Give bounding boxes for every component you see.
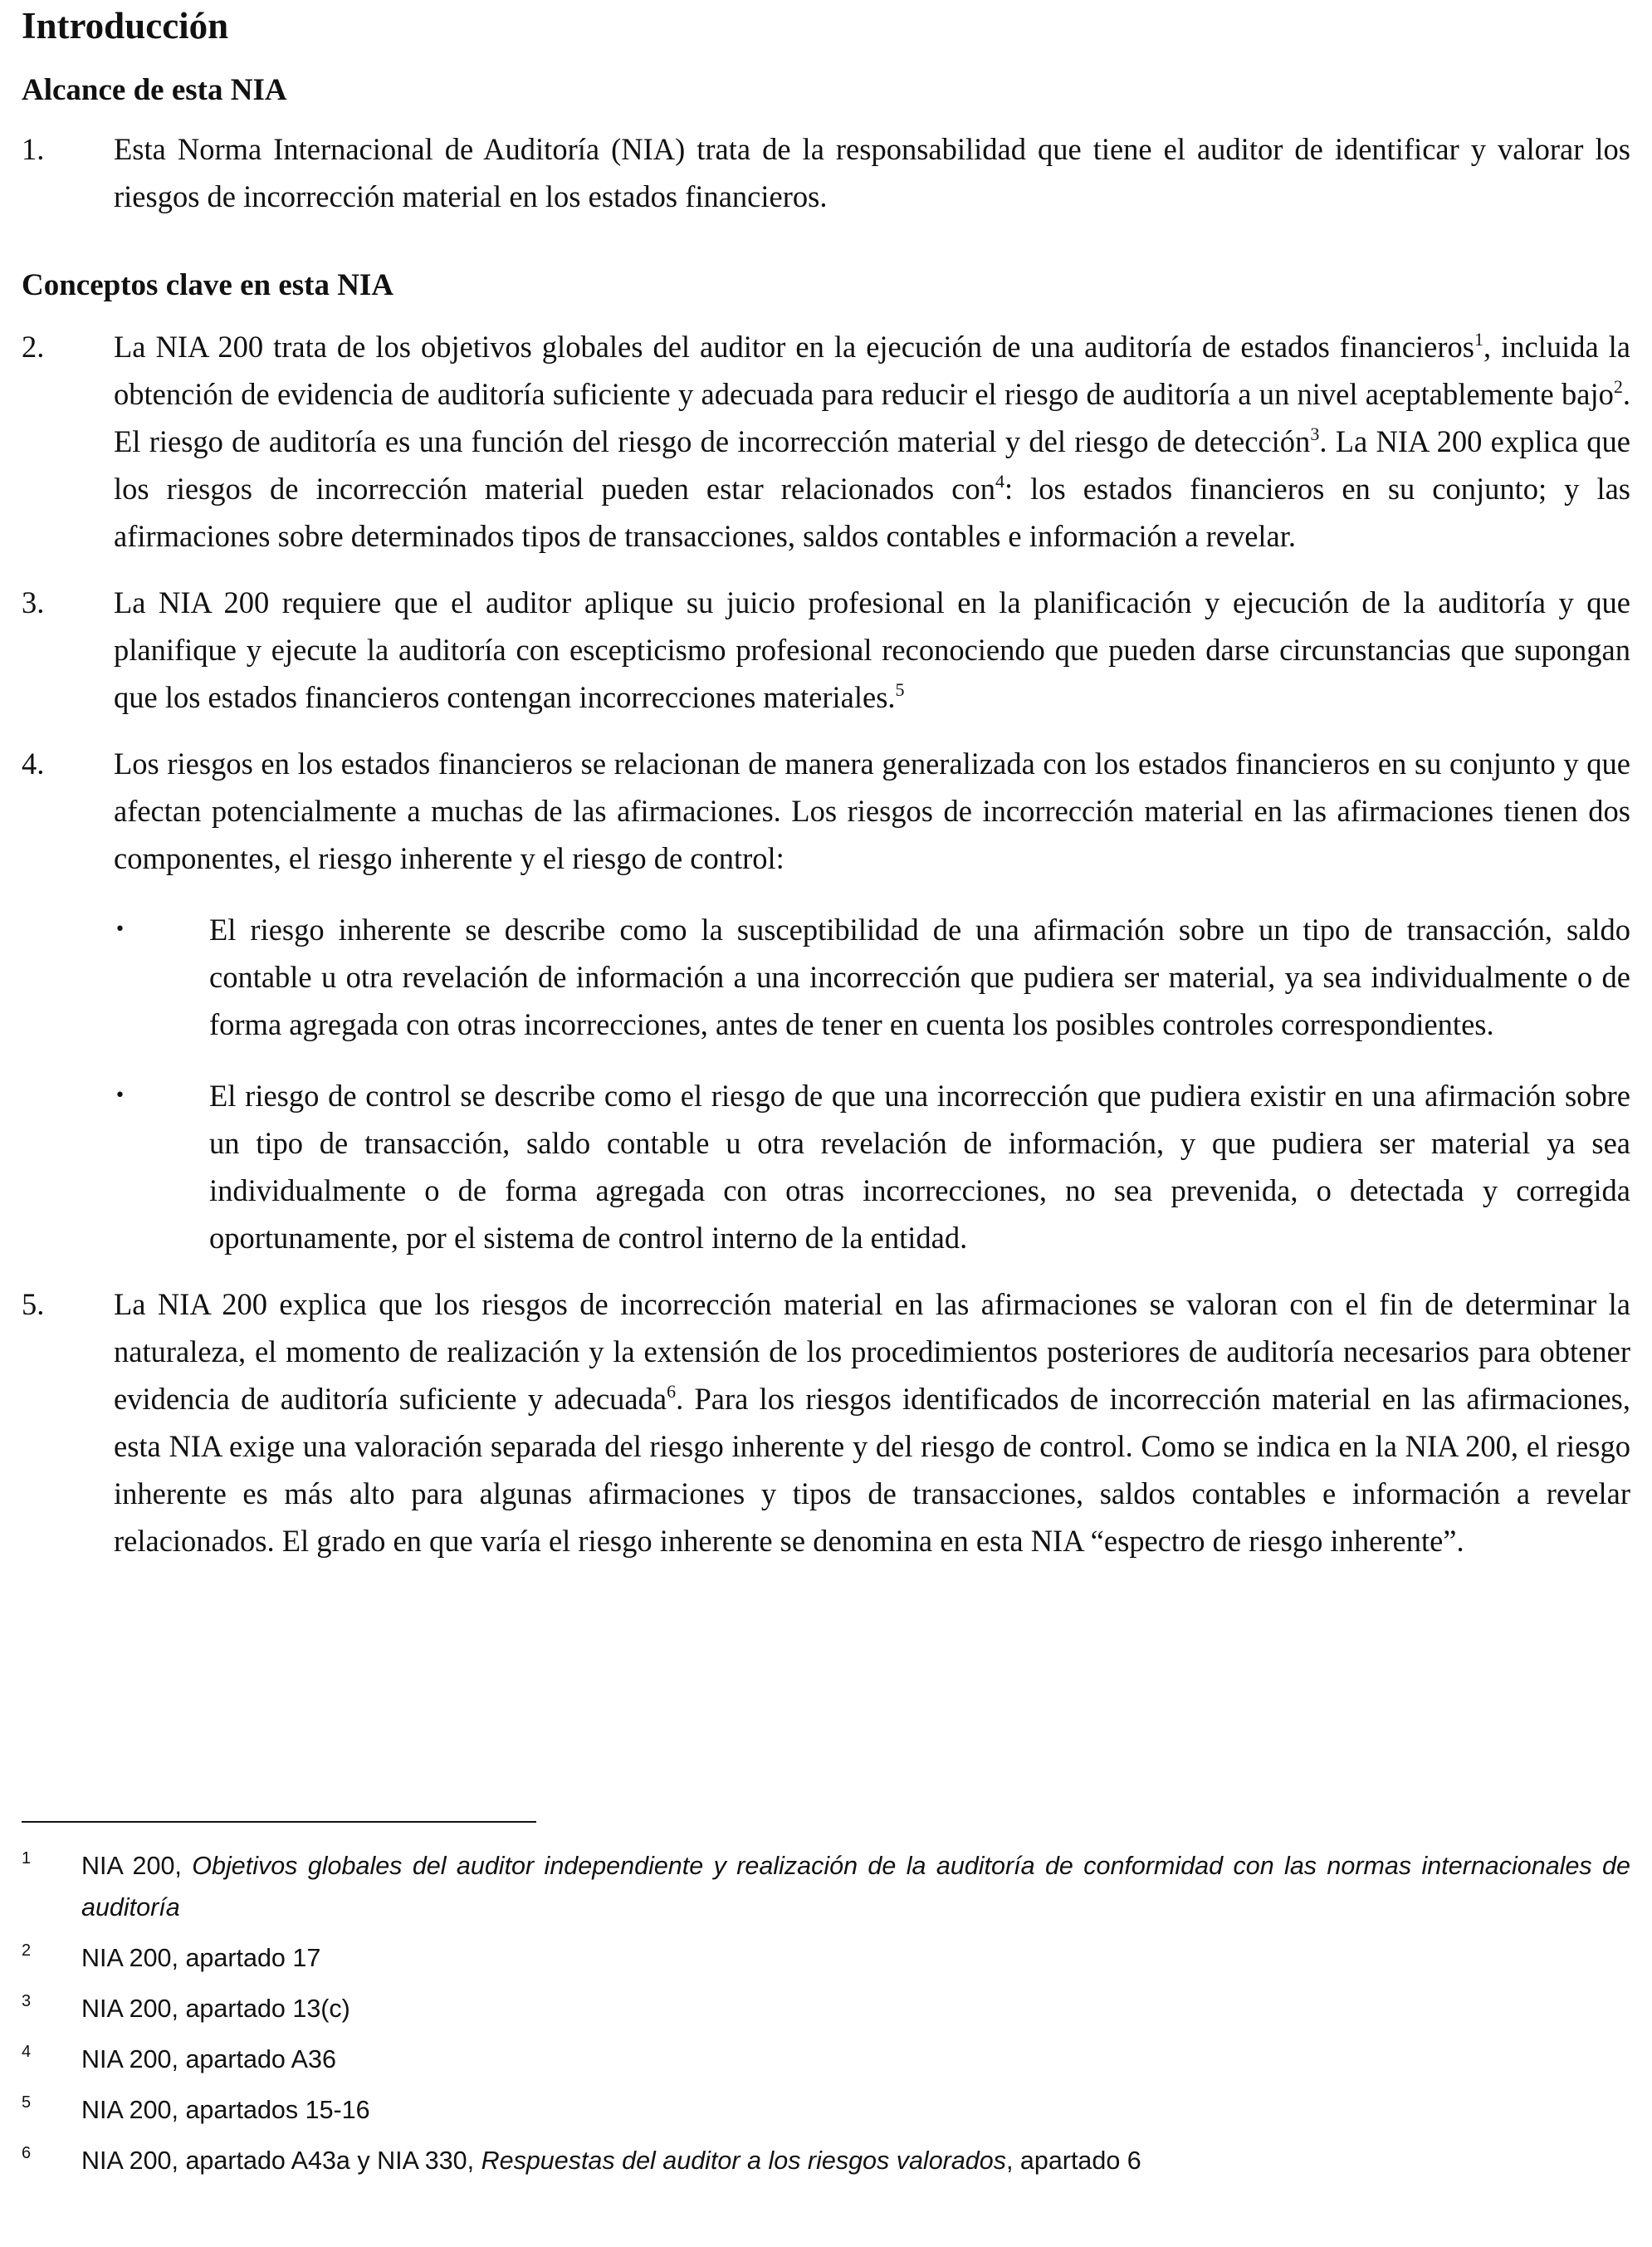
footnote-text: NIA 200, apartado A36: [81, 2045, 336, 2073]
footnote-title: Respuestas del auditor a los riesgos valorados: [481, 2147, 1006, 2175]
footnotes-section: [22, 1845, 1630, 2191]
footnote-1: [22, 1845, 1630, 1928]
footnote-ref[interactable]: 4: [995, 471, 1004, 492]
paragraph-number: 5.: [22, 1287, 45, 1321]
page-title: Introducción: [22, 5, 229, 47]
footnote-5: [22, 2089, 1630, 2131]
footnote-6: [22, 2140, 1630, 2181]
section-heading-alcance: Alcance de esta NIA: [22, 73, 287, 107]
paragraph-number: 3.: [22, 585, 45, 619]
bullet-item-riesgo-control: [22, 1072, 1630, 1261]
paragraph-2: [22, 323, 1630, 560]
footnote-ref[interactable]: 2: [1613, 376, 1623, 397]
footnote-number: 6: [22, 2144, 32, 2162]
paragraph-4: [22, 740, 1630, 882]
paragraph-text: La NIA 200 requiere que el auditor aplique su juicio profesional en la planificación y ejecución de la auditoría y que planifique y ejecute la auditoría con escepticismo profesional reconociendo que pueden darse circunstancias que supongan que los estados financieros contengan incorrecciones materiales.: [114, 585, 1630, 714]
footnote-text: NIA 200, apartado 13(c): [81, 1995, 350, 2023]
footnote-title: Objetivos globales del auditor independiente y realización de la auditoría de conformidad con las normas internacionales de auditoría: [81, 1852, 1630, 1921]
paragraph-text: Esta Norma Internacional de Auditoría (NIA) trata de la responsabilidad que tiene el auditor de identificar y valorar los riesgos de incorrección material en los estados financieros.: [114, 132, 1630, 213]
footnote-2: [22, 1937, 1630, 1979]
paragraph-text-part: , incluida la obtención de evidencia de auditoría suficiente y adecuada para reducir el riesgo de auditoría a un nivel aceptablemente bajo: [114, 330, 1631, 411]
paragraph-number: 2.: [22, 330, 45, 364]
bullet-icon: •: [115, 919, 125, 940]
section-heading-conceptos: Conceptos clave en esta NIA: [22, 268, 394, 302]
paragraph-number: 4.: [22, 747, 45, 781]
paragraph-1: [22, 125, 1630, 220]
paragraph-text-part: : los estados financieros en su conjunto; y las afirmaciones sobre determinados tipos de transacciones, saldos contables e información a revelar.: [114, 472, 1630, 553]
paragraph-text-part: . La NIA 200 explica que los riesgos de incorrección material pueden estar relacionados con: [114, 424, 1630, 506]
paragraph-3: [22, 579, 1630, 721]
paragraph-text-part: La NIA 200 explica que los riesgos de incorrección material en las afirmaciones se valoran con el fin de determinar la naturaleza, el momento de realización y la extensión de los procedimientos posteriores de auditoría necesarios para obtener evidencia de auditoría suficiente y adecuada: [114, 1287, 1630, 1416]
footnote-ref[interactable]: 3: [1310, 423, 1320, 444]
footnote-text: NIA 200,: [81, 1852, 193, 1880]
footnote-4: [22, 2039, 1630, 2080]
footnote-number: 5: [22, 2093, 32, 2112]
footnote-ref[interactable]: 5: [895, 679, 905, 700]
footnote-text-suffix: , apartado 6: [1005, 2147, 1141, 2175]
paragraph-number: 1.: [22, 132, 45, 166]
paragraph-text: Los riesgos en los estados financieros se relacionan de manera generalizada con los estados financieros en su conjunto y que afectan potencialmente a muchas de las afirmaciones. Los riesgos de incorrección material en las afirmaciones tienen dos componentes, el riesgo inherente y el riesgo de control:: [114, 747, 1630, 875]
footnote-text: NIA 200, apartado A43a y NIA 330,: [81, 2147, 481, 2175]
paragraph-5: [22, 1280, 1630, 1564]
footnote-separator: [22, 1821, 536, 1823]
footnote-number: 4: [22, 2043, 32, 2061]
bullet-text: El riesgo inherente se describe como la susceptibilidad de una afirmación sobre un tipo de transacción, saldo contable u otra revelación de información a una incorrección que pudiera ser material, ya sea individualmente o de forma agregada con otras incorrecciones, antes de tener en cuenta los posibles controles correspondientes.: [209, 913, 1630, 1041]
footnote-number: 1: [22, 1849, 32, 1868]
paragraph-text-part: La NIA 200 trata de los objetivos globales del auditor en la ejecución de una auditoría de estados financieros: [114, 330, 1474, 364]
bullet-item-riesgo-inherente: [22, 906, 1630, 1048]
footnote-3: [22, 1988, 1630, 2029]
footnote-text: NIA 200, apartado 17: [81, 1944, 321, 1972]
footnote-ref[interactable]: 1: [1474, 329, 1483, 350]
paragraph-text-part: . El riesgo de auditoría es una función del riesgo de incorrección material y del riesgo de detección: [114, 377, 1630, 458]
bullet-text: El riesgo de control se describe como el riesgo de que una incorrección que pudiera existir en una afirmación sobre un tipo de transacción, saldo contable u otra revelación de información, y que pudiera ser material ya sea individualmente o de forma agregada con otras incorrecciones, no sea prevenida, o detectada y corregida oportunamente, por el sistema de control interno de la entidad.: [209, 1079, 1630, 1255]
bullet-icon: •: [115, 1085, 125, 1106]
paragraph-text-part: . Para los riesgos identificados de incorrección material en las afirmaciones, esta NIA exige una valoración separada del riesgo inherente y del riesgo de control. Como se indica en la NIA 200, el riesgo inherente es más alto para algunas afirmaciones y tipos de transacciones, saldos contables e información a revelar relacionados. El grado en que varía el riesgo inherente se denomina en esta NIA “espectro de riesgo inherente”.: [114, 1382, 1630, 1558]
footnote-number: 2: [22, 1941, 32, 1960]
document-page: [22, 0, 1631, 2175]
footnote-number: 3: [22, 1992, 32, 2010]
footnote-text: NIA 200, apartados 15-16: [81, 2096, 370, 2124]
footnote-ref[interactable]: 6: [667, 1381, 677, 1402]
